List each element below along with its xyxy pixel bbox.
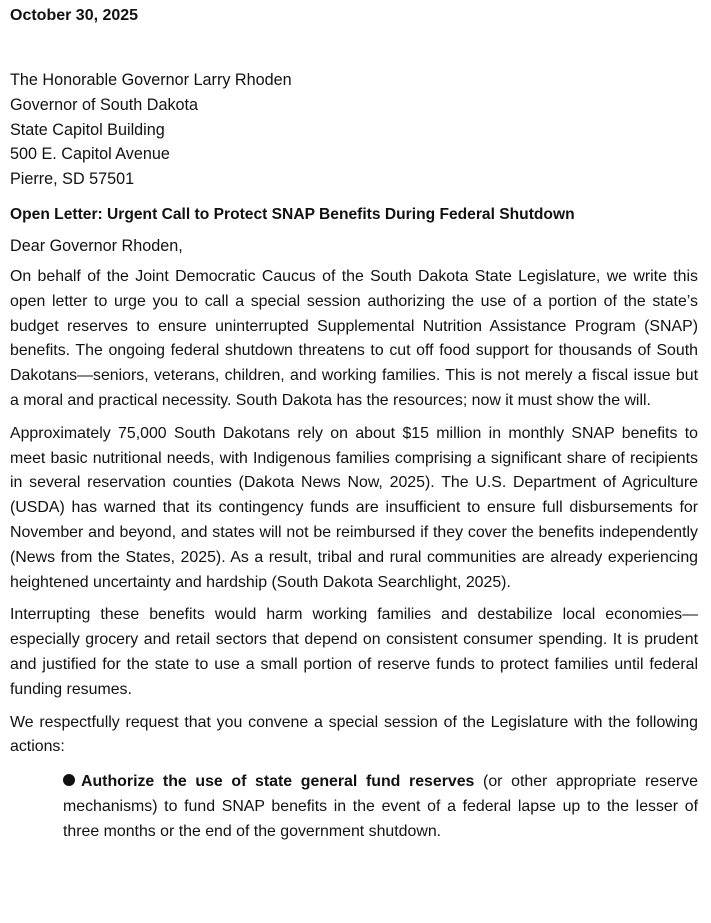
bullet-dot-icon [63, 774, 75, 786]
recipient-title: Governor of South Dakota [10, 95, 199, 114]
salutation: Dear Governor Rhoden, [10, 236, 183, 255]
letter-subject: Open Letter: Urgent Call to Protect SNAP Benefits During Federal Shutdown [10, 205, 575, 223]
recipient-name: The Honorable Governor Larry Rhoden [10, 71, 292, 89]
recipient-address [10, 68, 698, 192]
paragraph-3: Interrupting these benefits would harm working families and destabilize local economies—especially grocery and retail sectors that depend on consistent consumer spending. It is prudent and justified for the state to use a small portion of reserve funds to protect families until federal funding resumes. [10, 606, 698, 698]
bullet-bold-text: Authorize the use of state general fund reserves [81, 773, 475, 791]
bullet-item [63, 770, 698, 844]
recipient-building: State Capitol Building [10, 120, 165, 139]
paragraph-1: On behalf of the Joint Democratic Caucus of the South Dakota State Legislature, we write this open letter to urge you to call a special session authorizing the use of a portion of the state’s budget reserves to ensure uninterrupted Supplemental Nutrition Assistance Program (SNAP) benefits. The ongoing federal shutdown threatens to cut off food support for thousands of South Dakotans—seniors, veterans, children, and working families. This is not merely a fiscal issue but a moral and practical necessity. South Dakota has the resources; now it must show the will. [10, 267, 698, 409]
paragraph-4: We respectfully request that you convene a special session of the Legislature with the following actions: [10, 713, 698, 756]
bullet-text: (or other appropriate reserve mechanisms) to fund SNAP benefits in the event of a federal lapse up to the lesser of three months or the end of the government shutdown. [63, 773, 698, 840]
letter-date: October 30, 2025 [10, 7, 139, 24]
recipient-city: Pierre, SD 57501 [10, 170, 135, 189]
paragraph-2: Approximately 75,000 South Dakotans rely on about $15 million in monthly SNAP benefits to meet basic nutritional needs, with Indigenous families comprising a significant share of recipients in several reservation counties (Dakota News Now, 2025). The U.S. Department of Agriculture (USDA) has warned that its contingency funds are insufficient to ensure full disbursements for November and beyond, and states will not be reimbursed if they cover the benefits independently (News from the States, 2025). As a result, tribal and rural communities are already experiencing heightened uncertainty and hardship (South Dakota Searchlight, 2025). [10, 424, 698, 591]
letter-page [10, 6, 698, 845]
recipient-street: 500 E. Capitol Avenue [10, 145, 170, 164]
